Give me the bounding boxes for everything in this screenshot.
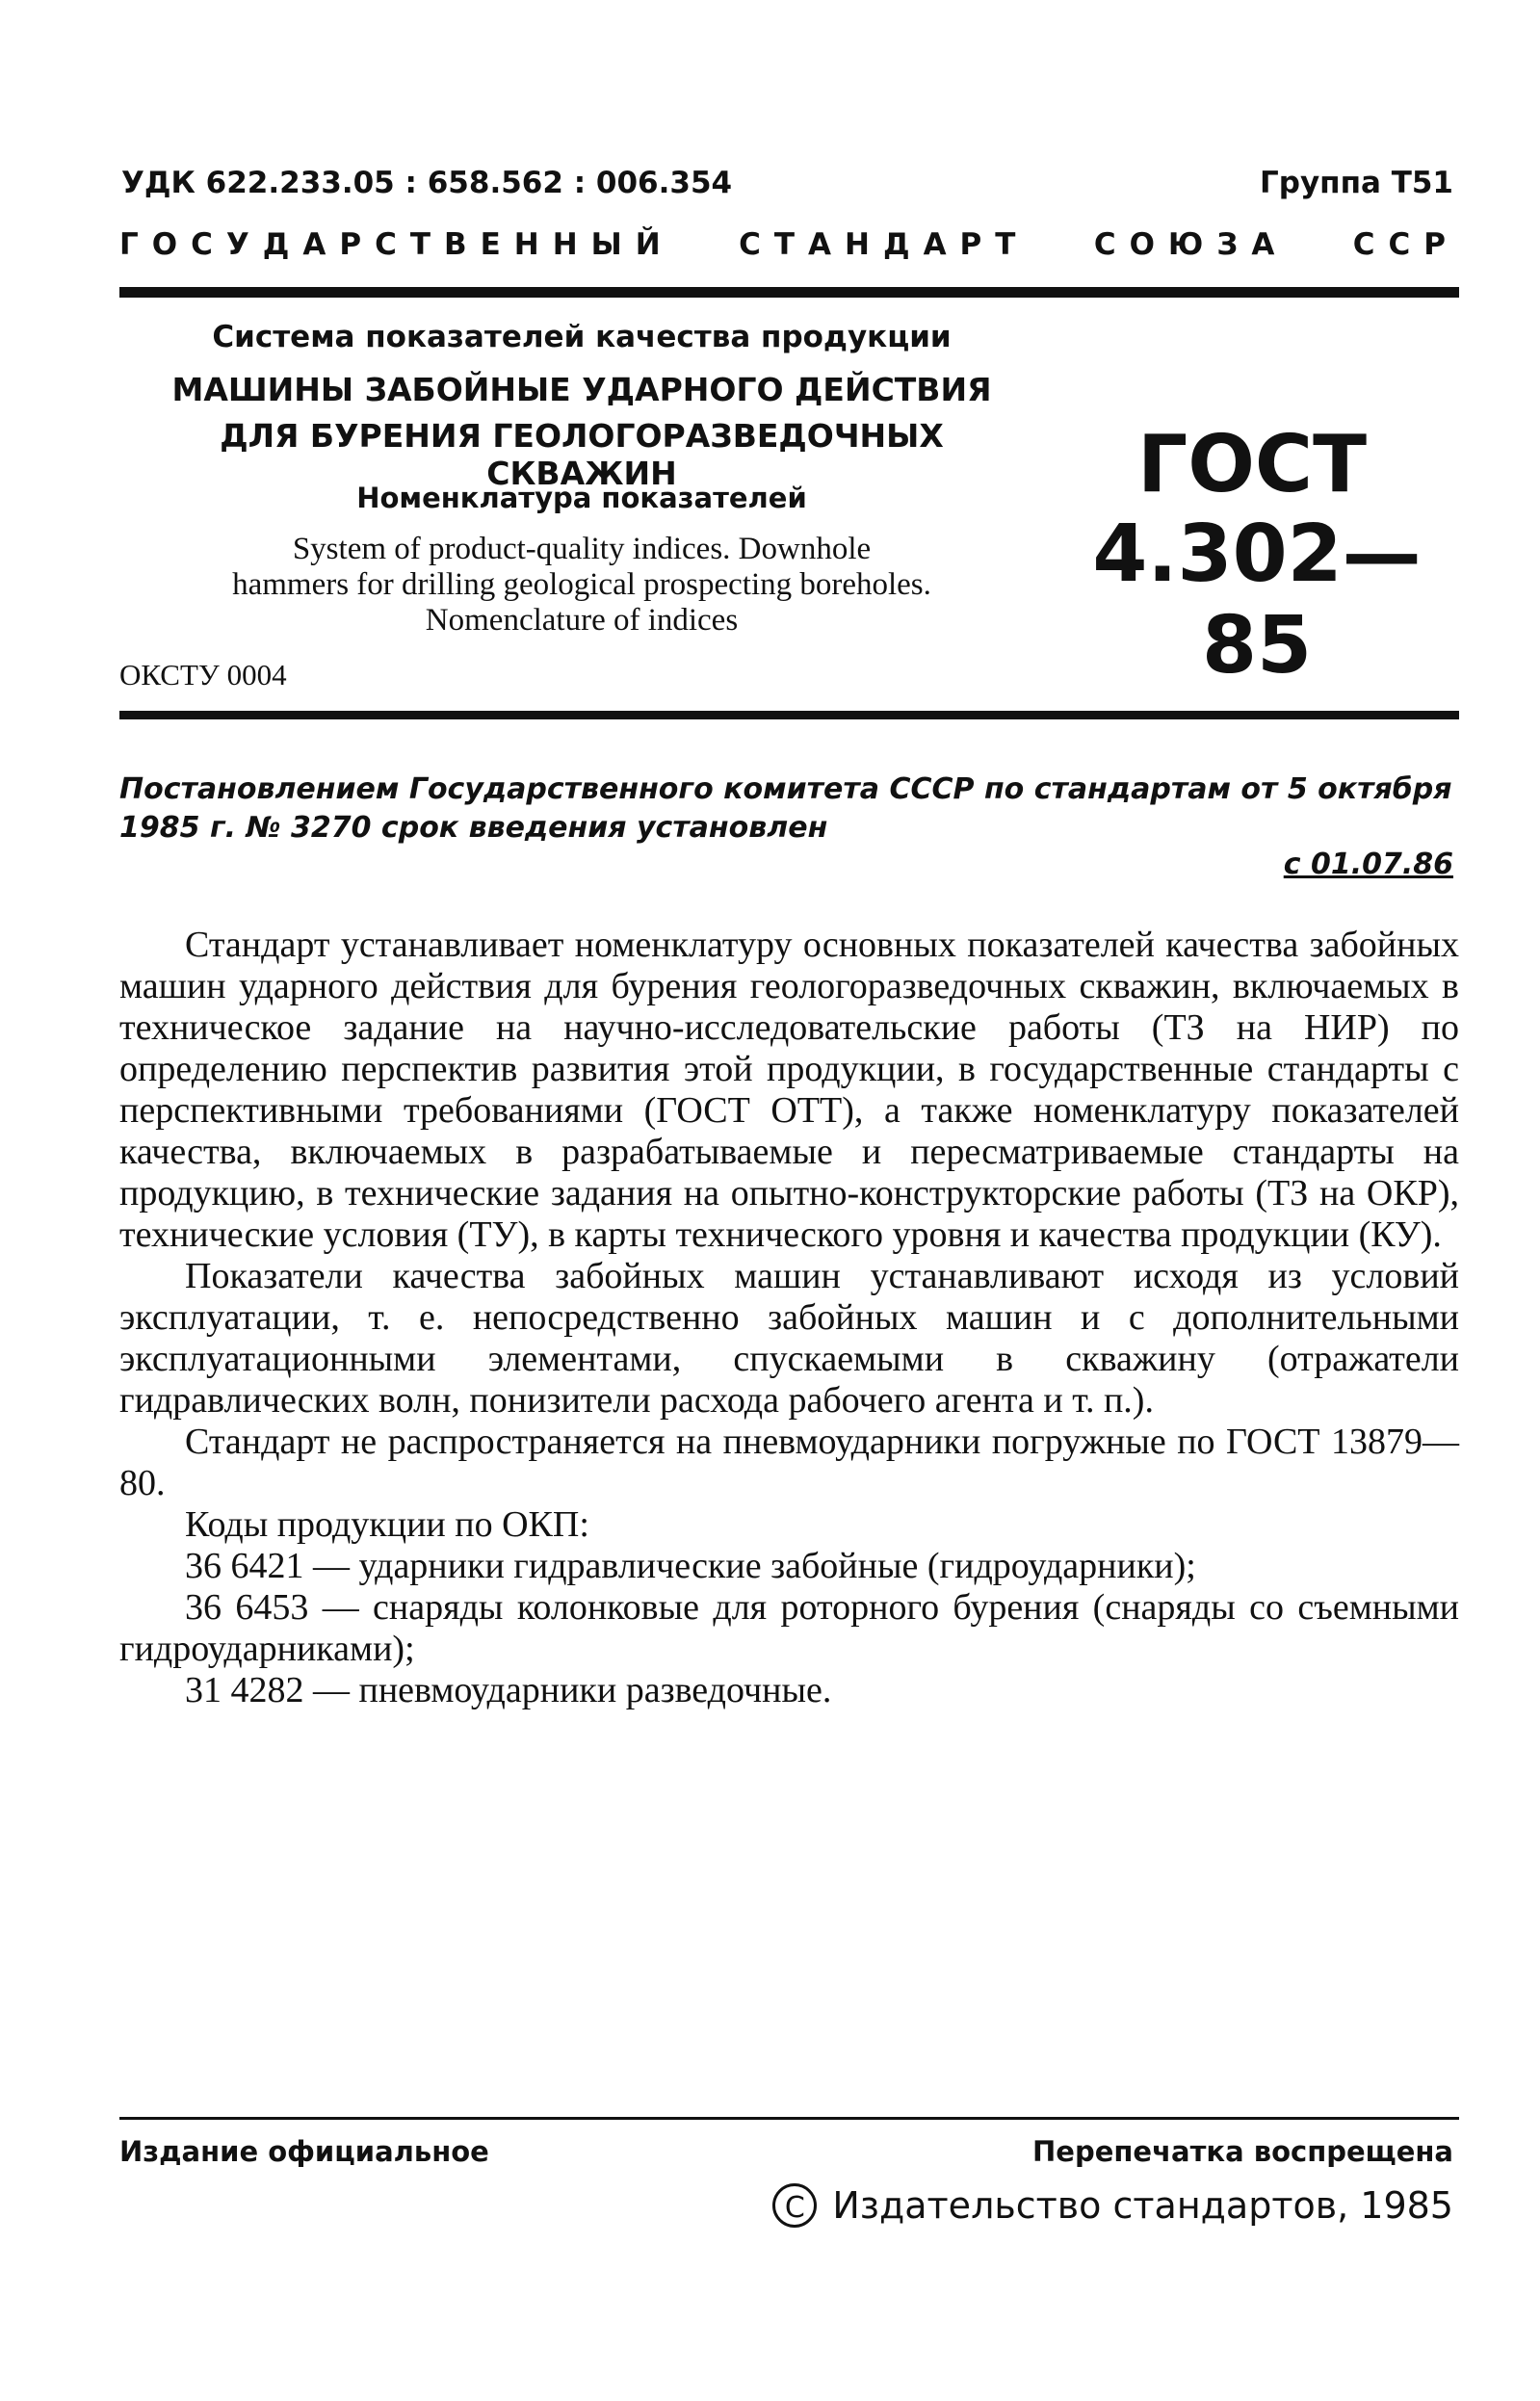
nomenclature-subtitle: Номенклатура показателей <box>356 482 807 514</box>
english-title-line-3: Nomenclature of indices <box>425 603 739 638</box>
english-title-line-1: System of product-quality indices. Downhole <box>292 532 872 566</box>
body-text <box>119 925 1459 1711</box>
main-title-line-2: ДЛЯ БУРЕНИЯ ГЕОЛОГОРАЗВЕДОЧНЫХ СКВАЖИН <box>220 417 944 492</box>
group-code: Группа Т51 <box>1260 166 1453 200</box>
okstu-code: ОКСТУ 0004 <box>119 658 287 692</box>
main-title-line-1: МАШИНЫ ЗАБОЙНЫЕ УДАРНОГО ДЕЙСТВИЯ <box>171 371 992 408</box>
english-title <box>119 532 1044 639</box>
code-item-1: 36 6421 — ударники гидравлические забойные (гидроударники); <box>185 1546 1196 1586</box>
paragraph-scope: Стандарт устанавливает номенклатуру основных показателей качества забойных машин ударного действия для бурения геологоразведочных скважин, включаемых в техническое задание на научно-исследовательские работы (ТЗ на НИР) по определению перспектив развития этой продукции, в государственные стандарты с перспективными требованиями (ГОСТ ОТТ), а также номенклатуру показателей качества, включаемых в разрабатываемые и пересматриваемые стандарты на продукцию, в технические задания на опытно-конструкторские работы (ТЗ на ОКР), технические условия (ТУ), в карты технического уровня и качества продукции (КУ). <box>119 925 1459 1255</box>
gost-label: ГОСТ <box>1136 419 1368 510</box>
effective-date: с 01.07.86 <box>1283 848 1453 881</box>
title-rule <box>119 711 1459 719</box>
state-word-2: СТАНДАРТ <box>739 227 1030 262</box>
copyright-icon: C <box>772 2183 817 2228</box>
gost-number: 4.302—85 <box>1092 509 1422 692</box>
publisher-name: Издательство стандартов, 1985 <box>832 2184 1453 2227</box>
paragraph-conditions: Показатели качества забойных машин устанавливают исходя из условий эксплуатации, т. е. непосредственно забойных машин и с дополнительными эксплуатационными элементами, спускаемыми в скважину (отражатели гидравлических волн, понизители расхода рабочего агента и т. п.). <box>119 1256 1459 1421</box>
system-title: Система показателей качества продукции <box>212 320 952 354</box>
publisher-line <box>772 2183 1453 2228</box>
header-rule <box>119 287 1459 298</box>
state-word-1: ГОСУДАРСТВЕННЫЙ <box>119 227 674 262</box>
state-standard-title <box>119 227 1459 262</box>
decree-text: Постановлением Государственного комитета СССР по стандартам от 5 октября 1985 г. № 3270 срок введения установлен <box>119 772 1452 845</box>
state-word-3: СОЮЗА <box>1093 227 1289 262</box>
footer-rule <box>119 2117 1459 2120</box>
reprint-notice: Перепечатка воспрещена <box>1032 2135 1453 2168</box>
code-item-2: 36 6453 — снаряды колонковые для роторного бурения (снаряды со съемными гидроударниками); <box>119 1587 1459 1669</box>
official-edition: Издание официальное <box>119 2135 489 2168</box>
english-title-line-2: hammers for drilling geological prospecting boreholes. <box>232 567 931 602</box>
code-item-3: 31 4282 — пневмоударники разведочные. <box>185 1670 832 1710</box>
state-word-4: ССР <box>1352 227 1459 262</box>
udk-code: УДК 622.233.05 : 658.562 : 006.354 <box>121 166 733 200</box>
paragraph-codes-heading: Коды продукции по ОКП: <box>185 1504 589 1545</box>
paragraph-exclusion: Стандарт не распространяется на пневмоударники погружные по ГОСТ 13879—80. <box>119 1422 1459 1503</box>
